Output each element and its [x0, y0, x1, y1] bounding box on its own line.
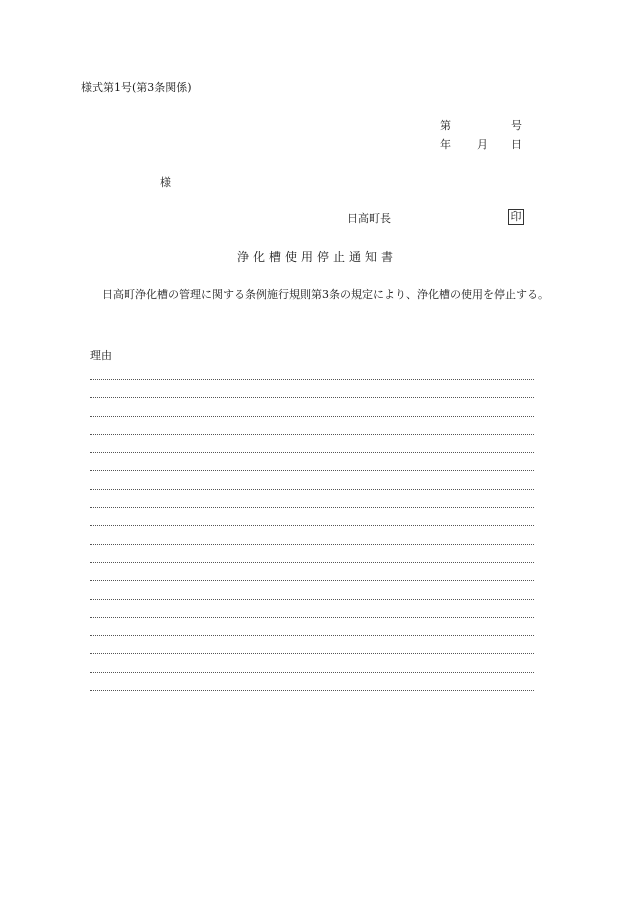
- number-prefix: 第: [440, 119, 451, 132]
- reason-line: [90, 434, 534, 435]
- reason-line: [90, 379, 534, 380]
- reason-line: [90, 507, 534, 508]
- number-suffix: 号: [511, 119, 522, 132]
- reason-line: [90, 635, 534, 636]
- notice-body: 日高町浄化槽の管理に関する条例施行規則第3条の規定により、浄化槽の使用を停止する。: [102, 288, 549, 301]
- addressee-suffix: 様: [160, 176, 171, 189]
- reason-line: [90, 599, 534, 600]
- date-month-label: 月: [477, 138, 488, 151]
- reason-line: [90, 617, 534, 618]
- reason-line: [90, 397, 534, 398]
- reason-line: [90, 580, 534, 581]
- reason-line: [90, 525, 534, 526]
- document-title: 浄化槽使用停止通知書: [236, 250, 397, 264]
- reason-line: [90, 470, 534, 471]
- date-year-label: 年: [440, 138, 451, 151]
- reason-line: [90, 690, 534, 691]
- reason-line: [90, 452, 534, 453]
- seal-mark: 印: [508, 209, 524, 225]
- reason-line: [90, 562, 534, 563]
- reason-line: [90, 544, 534, 545]
- form-number-label: 様式第1号(第3条関係): [81, 81, 192, 94]
- reason-label: 理由: [90, 349, 112, 362]
- date-day-label: 日: [511, 138, 522, 151]
- reason-line: [90, 489, 534, 490]
- reason-lines: [90, 379, 534, 708]
- issuer-title: 日高町長: [347, 212, 391, 225]
- reason-line: [90, 416, 534, 417]
- reason-line: [90, 653, 534, 654]
- reason-line: [90, 672, 534, 673]
